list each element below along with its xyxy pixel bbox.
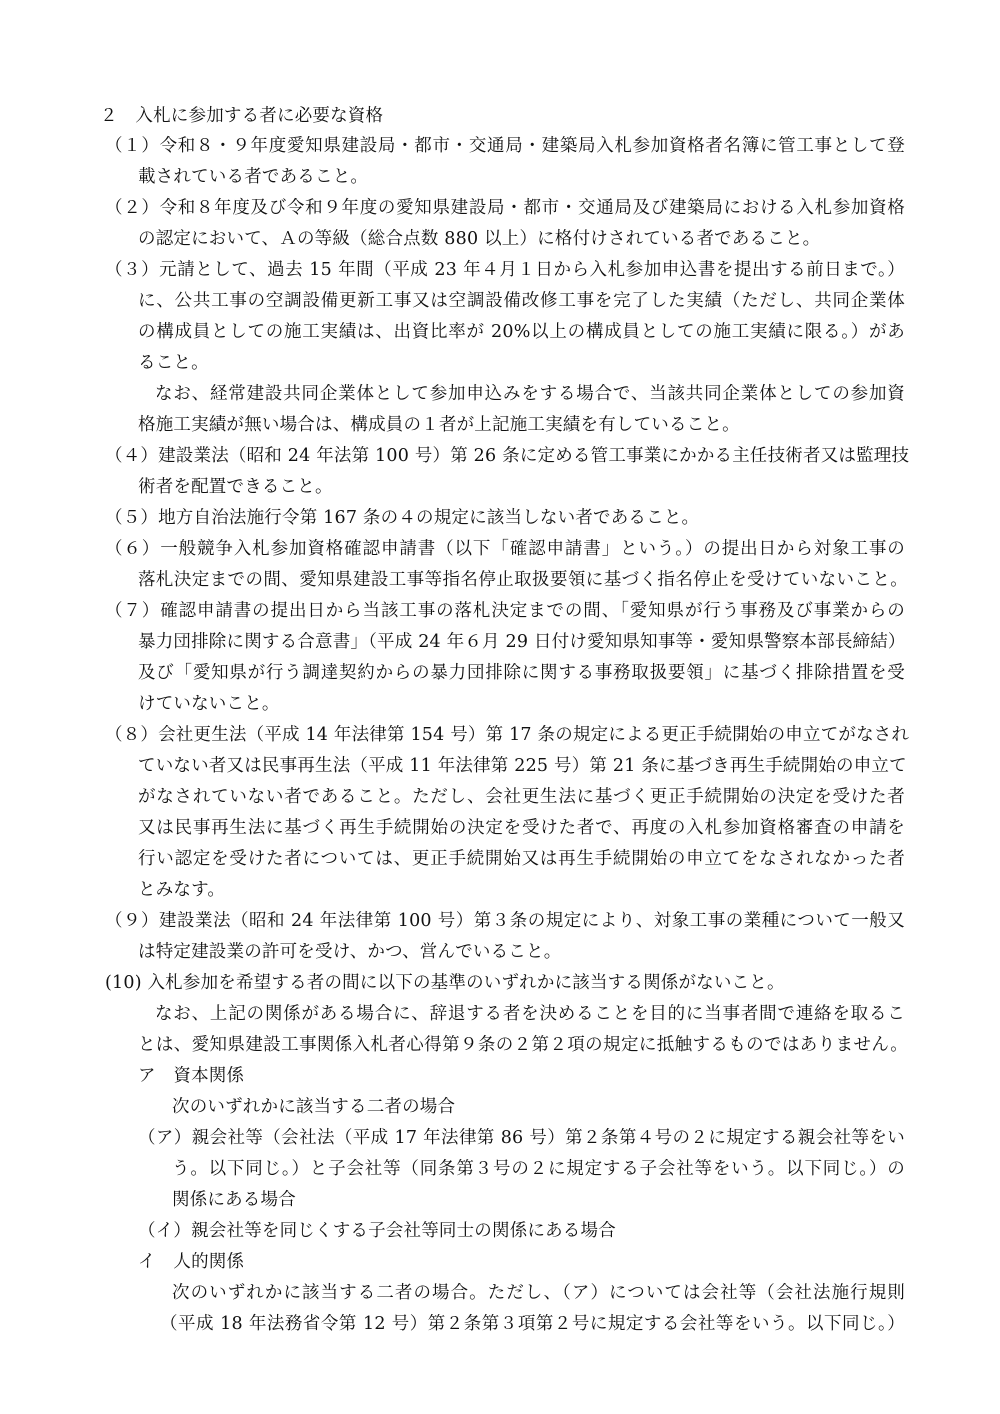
item-8-line-2: ていない者又は民事再生法（平成 11 年法律第 225 号）第 21 条に基づき再生手続開始の申立て <box>138 756 907 776</box>
subsection-a-item-a-line-2: う。以下同じ。）と子会社等（同条第３号の２に規定する子会社等をいう。以下同じ。）の <box>172 1159 905 1179</box>
item-2-line-1: （２）令和８年度及び令和９年度の愛知県建設局・都市・交通局及び建築局における入札参加資格 <box>105 198 905 218</box>
item-6-line-1: （６）一般競争入札参加資格確認申請書（以下「確認申請書」という。）の提出日から対象工事の <box>105 539 905 559</box>
item-8-line-6: とみなす。 <box>138 880 226 900</box>
item-3-line-3: の構成員としての施工実績は、出資比率が 20%以上の構成員としての施工実績に限る。）があ <box>138 322 905 342</box>
item-1-line-1: （１）令和８・９年度愛知県建設局・都市・交通局・建築局入札参加資格者名簿に管工事として登 <box>105 136 905 156</box>
item-3-line-2: に、公共工事の空調設備更新工事又は空調設備改修工事を完了した実績（ただし、共同企業体 <box>138 291 905 311</box>
item-4-line-2: 術者を配置できること。 <box>138 477 333 497</box>
item-8-line-4: 又は民事再生法に基づく再生手続開始の決定を受けた者で、再度の入札参加資格審査の申請を <box>138 818 905 838</box>
subsection-a-intro: 次のいずれかに該当する二者の場合 <box>172 1097 456 1117</box>
item-10-line-2: なお、上記の関係がある場合に、辞退する者を決めることを目的に当事者間で連絡を取るこ <box>155 1004 905 1024</box>
item-3-line-1: （３）元請として、過去 15 年間（平成 23 年４月１日から入札参加申込書を提出する前日まで。） <box>105 260 905 280</box>
item-8-line-5: 行い認定を受けた者については、更正手続開始又は再生手続開始の申立てをなされなかった者 <box>138 849 905 869</box>
item-2-line-2: の認定において、Ａの等級（総合点数 880 以上）に格付けされている者であること。 <box>138 229 821 249</box>
section-heading: ２ 入札に参加する者に必要な資格 <box>100 106 384 126</box>
subsection-i-heading: イ 人的関係 <box>138 1252 245 1272</box>
item-5-line-1: （５）地方自治法施行令第 167 条の４の規定に該当しない者であること。 <box>105 508 700 528</box>
item-7-line-1: （７）確認申請書の提出日から当該工事の落札決定までの間、「愛知県が行う事務及び事業からの <box>105 601 905 621</box>
subsection-a-item-i-line-1: （イ）親会社等を同じくする子会社等同士の関係にある場合 <box>138 1221 616 1241</box>
item-3-line-5: なお、経常建設共同企業体として参加申込みをする場合で、当該共同企業体としての参加資 <box>155 384 905 404</box>
subsection-a-item-a-line-1: （ア）親会社等（会社法（平成 17 年法律第 86 号）第２条第４号の２に規定する親会社等をい <box>138 1128 905 1148</box>
item-3-line-4: ること。 <box>138 353 209 373</box>
item-4-line-1: （４）建設業法（昭和 24 年法第 100 号）第 26 条に定める管工事業にかかる主任技術者又は監理技 <box>105 446 910 466</box>
item-9-line-2: は特定建設業の許可を受け、かつ、営んでいること。 <box>138 942 562 962</box>
subsection-a-heading: ア 資本関係 <box>138 1066 245 1086</box>
subsection-i-intro-line-1: 次のいずれかに該当する二者の場合。ただし、（ア）については会社等（会社法施行規則 <box>172 1283 905 1303</box>
item-8-line-3: がなされていない者であること。ただし、会社更生法に基づく更正手続開始の決定を受けた者 <box>138 787 905 807</box>
subsection-i-intro-line-2: （平成 18 年法務省令第 12 号）第２条第３項第２号に規定する会社等をいう。以下同じ。） <box>160 1314 905 1334</box>
item-7-line-2: 暴力団排除に関する合意書」（平成 24 年６月 29 日付け愛知県知事等・愛知県警察本部長締結） <box>138 632 906 652</box>
item-10-line-1: (10) 入札参加を希望する者の間に以下の基準のいずれかに該当する関係がないこと。 <box>105 973 785 993</box>
item-9-line-1: （９）建設業法（昭和 24 年法律第 100 号）第３条の規定により、対象工事の業種について一般又 <box>105 911 905 931</box>
item-10-line-3: とは、愛知県建設工事関係入札者心得第９条の２第２項の規定に抵触するものではありません。 <box>138 1035 908 1055</box>
item-8-line-1: （８）会社更生法（平成 14 年法律第 154 号）第 17 条の規定による更正手続開始の申立てがなされ <box>105 725 910 745</box>
subsection-a-item-a-line-3: 関係にある場合 <box>172 1190 296 1210</box>
item-7-line-4: けていないこと。 <box>138 694 280 714</box>
item-3-line-6: 格施工実績が無い場合は、構成員の１者が上記施工実績を有していること。 <box>138 415 740 435</box>
item-1-line-2: 載されている者であること。 <box>138 167 369 187</box>
item-7-line-3: 及び「愛知県が行う調達契約からの暴力団排除に関する事務取扱要領」に基づく排除措置を受 <box>138 663 905 683</box>
item-6-line-2: 落札決定までの間、愛知県建設工事等指名停止取扱要領に基づく指名停止を受けていないこと。 <box>138 570 908 590</box>
